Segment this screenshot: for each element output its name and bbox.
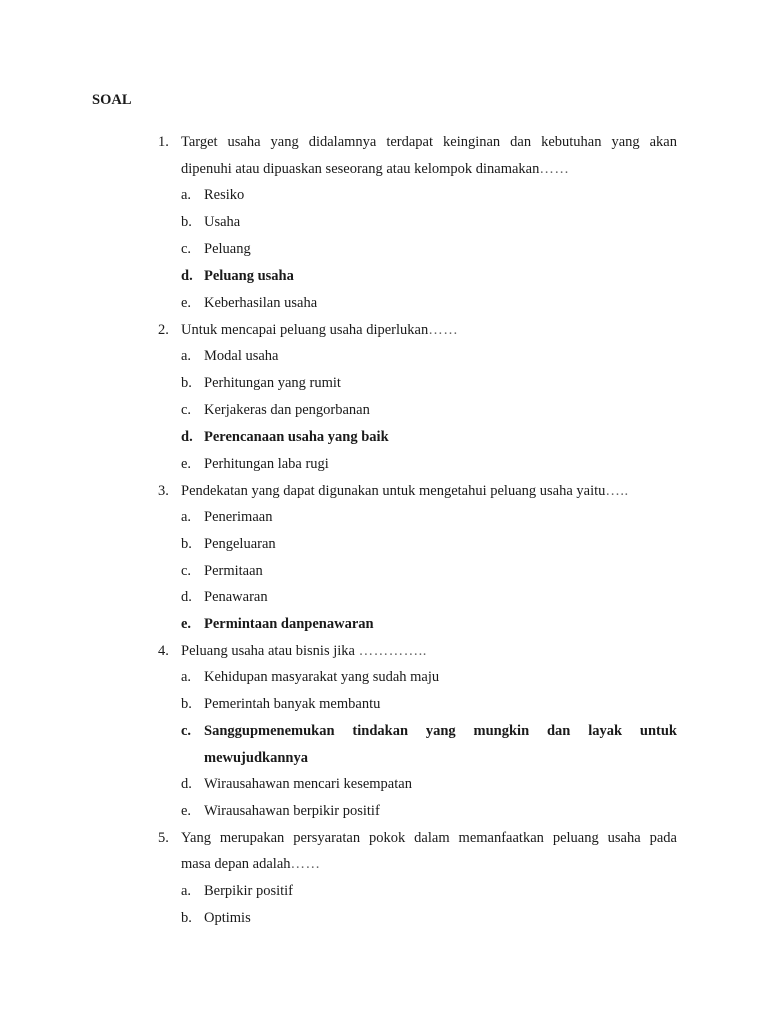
- option-letter: a.: [181, 348, 192, 364]
- option-letter: e.: [181, 803, 192, 819]
- option-text: Usaha: [204, 214, 241, 230]
- option-text: Perhitungan yang rumit: [204, 375, 341, 391]
- option-letter: b.: [181, 214, 192, 230]
- option-letter: e.: [181, 295, 192, 311]
- question-text-line2: dipenuhi atau dipuaskan seseorang atau kelompok dinamakan: [181, 161, 540, 177]
- option-letter: e.: [181, 616, 192, 632]
- option-text: Kerjakeras dan pengorbanan: [204, 402, 370, 418]
- blank-dots: ……: [428, 322, 459, 338]
- option-text: Wirausahawan berpikir positif: [204, 803, 380, 819]
- option-letter: a.: [181, 509, 192, 525]
- question-text-line1: Peluang usaha atau bisnis jika: [181, 643, 355, 659]
- option-text: Permitaan: [204, 563, 263, 579]
- page-title: SOAL: [92, 92, 132, 108]
- option-text: Optimis: [204, 910, 251, 926]
- option-letter: d.: [181, 429, 193, 445]
- option-text: Pengeluaran: [204, 536, 276, 552]
- question-text-continued: [181, 160, 569, 178]
- option-text: Peluang usaha: [204, 268, 294, 284]
- option-text: Penawaran: [204, 589, 268, 605]
- question-text: [181, 321, 458, 339]
- option-text: Resiko: [204, 187, 245, 203]
- option-letter: d.: [181, 589, 192, 605]
- question-text: [181, 482, 629, 500]
- option-text: Berpikir positif: [204, 883, 294, 899]
- option-letter: d.: [181, 776, 192, 792]
- question-text: [181, 642, 427, 660]
- question-text: Target usaha yang didalamnya terdapat keinginan dan kebutuhan yang akan: [181, 134, 677, 150]
- option-letter: b.: [181, 536, 192, 552]
- option-text: Sanggupmenemukan tindakan yang mungkin dan layak untuk: [204, 723, 677, 739]
- question-number: 2.: [158, 322, 169, 338]
- option-letter: c.: [181, 723, 192, 739]
- option-text: Modal usaha: [204, 348, 279, 364]
- blank-dots: …..: [605, 483, 629, 499]
- option-text: Pemerintah banyak membantu: [204, 696, 381, 712]
- question-text: Yang merupakan persyaratan pokok dalam memanfaatkan peluang usaha pada: [181, 830, 677, 846]
- blank-dots: …………..: [358, 643, 427, 659]
- option-letter: b.: [181, 696, 192, 712]
- question-text-line1: Untuk mencapai peluang usaha diperlukan: [181, 322, 429, 338]
- option-letter: d.: [181, 268, 193, 284]
- option-letter: a.: [181, 669, 192, 685]
- question-text-line1: Pendekatan yang dapat digunakan untuk mengetahui peluang usaha yaitu: [181, 483, 606, 499]
- option-text: Wirausahawan mencari kesempatan: [204, 776, 412, 792]
- option-letter: a.: [181, 187, 192, 203]
- option-letter: a.: [181, 883, 192, 899]
- option-text: Permintaan danpenawaran: [204, 616, 374, 632]
- option-text: Perencanaan usaha yang baik: [204, 429, 389, 445]
- option-text: Kehidupan masyarakat yang sudah maju: [204, 669, 440, 685]
- option-letter: c.: [181, 241, 192, 257]
- option-letter: e.: [181, 456, 192, 472]
- option-text: Keberhasilan usaha: [204, 295, 318, 311]
- option-text: Perhitungan laba rugi: [204, 456, 329, 472]
- option-letter: c.: [181, 563, 192, 579]
- option-text: Peluang: [204, 241, 251, 257]
- option-letter: c.: [181, 402, 192, 418]
- option-text: Penerimaan: [204, 509, 273, 525]
- blank-dots: ……: [539, 161, 570, 177]
- option-text-continued: mewujudkannya: [204, 750, 308, 766]
- blank-dots: ……: [290, 856, 321, 872]
- option-letter: b.: [181, 375, 192, 391]
- question-text-line2: masa depan adalah: [181, 856, 291, 872]
- question-number: 3.: [158, 483, 169, 499]
- option-letter: b.: [181, 910, 192, 926]
- question-text-continued: [181, 855, 321, 873]
- question-number: 5.: [158, 830, 169, 846]
- question-number: 4.: [158, 643, 169, 659]
- question-number: 1.: [158, 134, 169, 150]
